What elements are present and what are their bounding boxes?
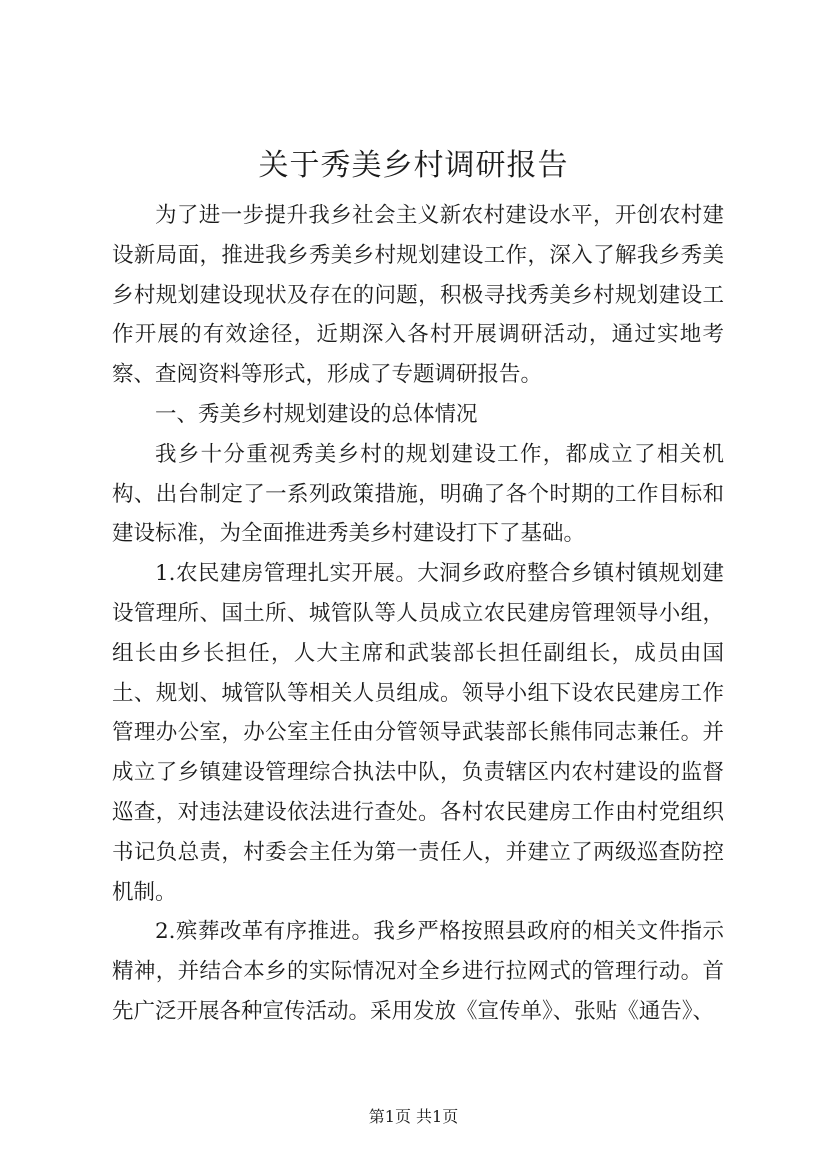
paragraph-item-2: 2.殡葬改革有序推进。我乡严格按照县政府的相关文件指示精神，并结合本乡的实际情况对全乡进行拉网式的管理行动。首先广泛开展各种宣传活动。采用发放《宣传单》、张贴《通告》、 (112, 919, 724, 1024)
document-title: 关于秀美乡村调研报告 (258, 148, 569, 183)
document-body (112, 196, 724, 1032)
paragraph-intro: 为了进一步提升我乡社会主义新农村建设水平，开创农村建设新局面，推进我乡秀美乡村规划建设工作，深入了解我乡秀美乡村规划建设现状及存在的问题，积极寻找秀美乡村规划建设工作开展的有效途径，近期深入各村开展调研活动，通过实地考察、查阅资料等形式，形成了专题调研报告。 (112, 203, 724, 388)
page-footer: 第1页 共1页 (368, 1107, 459, 1126)
paragraph-item-1: 1.农民建房管理扎实开展。大洞乡政府整合乡镇村镇规划建设管理所、国土所、城管队等人员成立农民建房管理领导小组，组长由乡长担任，人大主席和武装部长担任副组长，成员由国土、规划、城管队等相关人员组成。领导小组下设农民建房工作管理办公室，办公室主任由分管领导武装部长熊伟同志兼任。并成立了乡镇建设管理综合执法中队，负责辖区内农村建设的监督巡查，对违法建设依法进行查处。各村农民建房工作由村党组织书记负总责，村委会主任为第一责任人，并建立了两级巡查防控机制。 (112, 561, 724, 905)
paragraph-overview: 我乡十分重视秀美乡村的规划建设工作，都成立了相关机构、出台制定了一系列政策措施，明确了各个时期的工作目标和建设标准，为全面推进秀美乡村建设打下了基础。 (112, 441, 724, 547)
section-heading: 一、秀美乡村规划建设的总体情况 (155, 401, 478, 427)
